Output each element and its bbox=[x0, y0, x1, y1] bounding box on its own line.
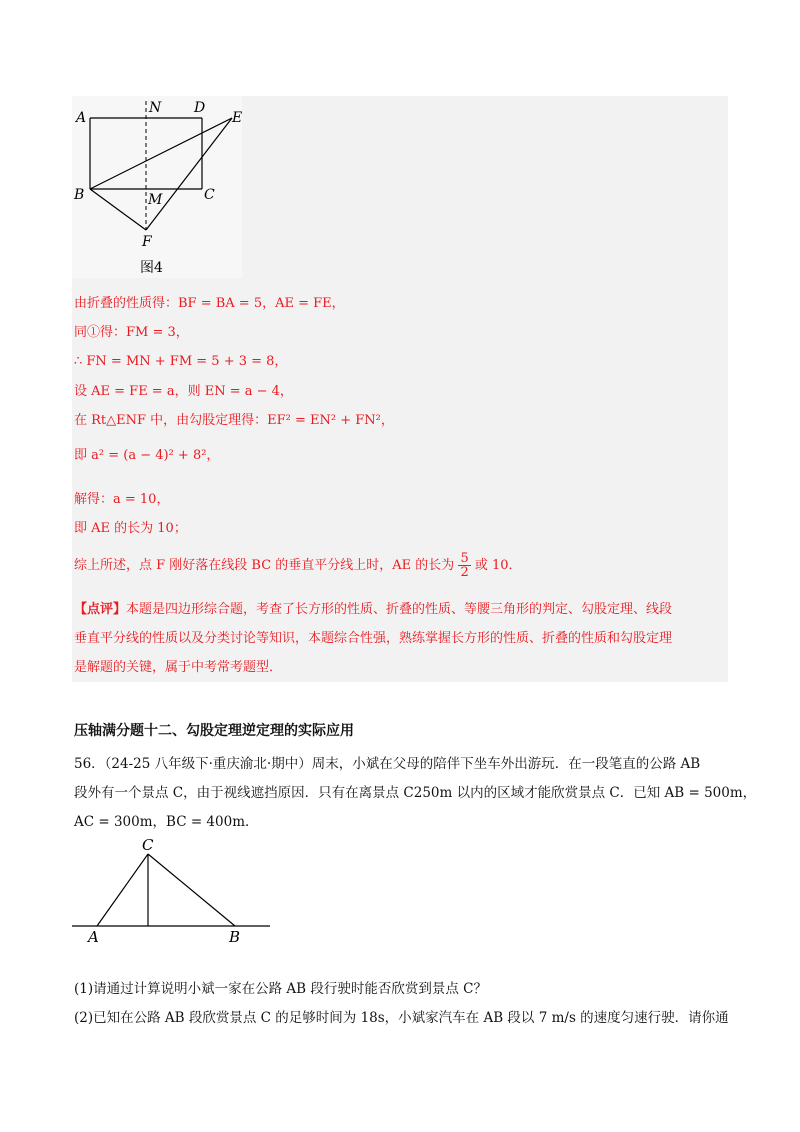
fig4-label-d: D bbox=[194, 100, 206, 116]
triangle-figure bbox=[72, 836, 272, 946]
fig4-label-b: B bbox=[74, 187, 85, 203]
figure-4 bbox=[72, 96, 242, 278]
fig4-label-f: F bbox=[142, 234, 152, 250]
solution-line-8: 即 AE 的长为 10； bbox=[74, 521, 187, 536]
fraction-denominator: 2 bbox=[460, 565, 469, 580]
comment-line-3: 是解题的关键，属于中考常考题型． bbox=[74, 660, 283, 675]
figure-4-drawing bbox=[72, 96, 242, 278]
fraction-numerator: 5 bbox=[460, 551, 469, 566]
solution-line-3: ∴ FN = MN + FM = 5 + 3 = 8， bbox=[74, 354, 288, 369]
fig4-label-a: A bbox=[76, 110, 87, 126]
solution-line-6: 即 a² = (a − 4)² + 8²， bbox=[74, 448, 220, 463]
tri-label-c: C bbox=[142, 836, 154, 854]
comment-text-1: 本题是四边形综合题，考查了长方形的性质、折叠的性质、等腰三角形的判定、勾股定理、线段 bbox=[126, 602, 673, 617]
question-line-1: 56．（24-25 八年级下·重庆渝北·期中）周末，小斌在父母的陪伴下坐车外出游玩．在一段笔直的公路 AB bbox=[74, 756, 701, 772]
summary-fraction bbox=[458, 552, 470, 579]
fig4-label-c: C bbox=[204, 187, 215, 203]
comment-line-2: 垂直平分线的性质以及分类讨论等知识，本题综合性强，熟练掌握长方形的性质、折叠的性质和勾股定理 bbox=[74, 631, 673, 646]
sub-question-2: (2)已知在公路 AB 段欣赏景点 C 的足够时间为 18s，小斌家汽车在 AB 段以 7 m/s 的速度匀速行驶．请你通 bbox=[74, 1010, 729, 1026]
solution-line-4: 设 AE = FE = a，则 EN = a − 4， bbox=[74, 384, 293, 399]
fig4-label-m: M bbox=[148, 192, 163, 208]
tri-label-a: A bbox=[88, 928, 99, 946]
summary-suffix: 或 10． bbox=[474, 558, 522, 573]
triangle-drawing bbox=[72, 836, 272, 946]
fig4-label-n: N bbox=[149, 100, 162, 116]
sub-question-1: (1)请通过计算说明小斌一家在公路 AB 段行驶时能否欣赏到景点 C？ bbox=[74, 981, 487, 997]
solution-line-2: 同①得：FM = 3， bbox=[74, 325, 189, 340]
summary-prefix: 综上所述，点 F 刚好落在线段 BC 的垂直平分线上时，AE 的长为 bbox=[74, 558, 455, 573]
tri-label-b: B bbox=[229, 928, 241, 946]
figure-4-caption: 图4 bbox=[140, 260, 163, 276]
solution-line-5: 在 Rt△ENF 中，由勾股定理得：EF² = EN² + FN²， bbox=[74, 413, 394, 428]
comment-tag: 【点评】 bbox=[74, 602, 127, 617]
solution-line-7: 解得：a = 10， bbox=[74, 492, 170, 507]
question-line-3: AC = 300m，BC = 400m． bbox=[74, 814, 259, 830]
question-line-2: 段外有一个景点 C，由于视线遮挡原因．只有在离景点 C250m 以内的区域才能欣赏景点 C．已知 AB = 500m， bbox=[74, 785, 757, 801]
comment-line-1 bbox=[74, 598, 672, 617]
fig4-label-e: E bbox=[232, 110, 242, 126]
summary-line bbox=[74, 552, 522, 579]
section-title: 压轴满分题十二、勾股定理逆定理的实际应用 bbox=[74, 723, 354, 739]
solution-line-1: 由折叠的性质得：BF = BA = 5，AE = FE， bbox=[74, 296, 345, 311]
